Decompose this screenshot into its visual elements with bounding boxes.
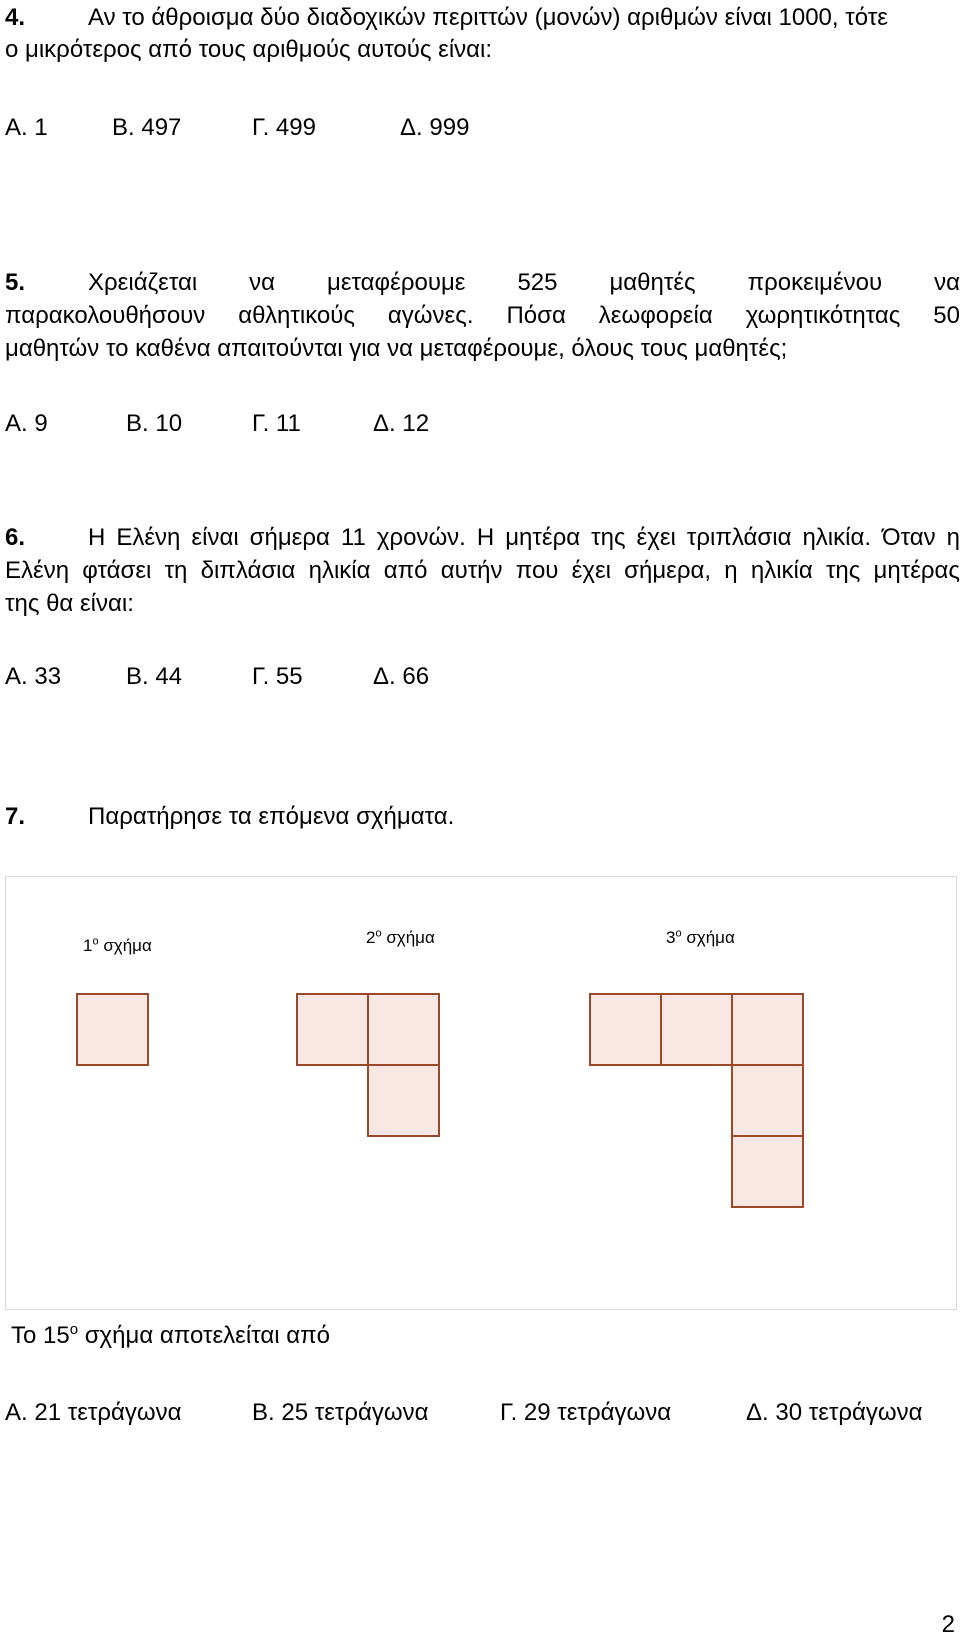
shape2-square xyxy=(296,993,369,1066)
pattern-figure xyxy=(5,876,957,1310)
q7-option-c: Γ. 29 τετράγωνα xyxy=(500,1399,672,1426)
q5-option-a: Α. 9 xyxy=(5,410,48,437)
q6-text-line3: της θα είναι: xyxy=(5,590,134,617)
figure-label-1: $1^o$ σχήμα xyxy=(83,935,152,955)
q5-text-line2: παρακολουθήσουν αθλητικούς αγώνες. Πόσα λεωφορεία χωρητικότητας 50 xyxy=(5,302,960,329)
q7-question: Το $15^o$ σχήμα αποτελείται από xyxy=(11,1321,330,1349)
q4-option-b: Β. 497 xyxy=(112,114,182,141)
shape3-square xyxy=(589,993,662,1066)
q6-option-c: Γ. 55 xyxy=(252,663,303,690)
q4-option-d: Δ. 999 xyxy=(400,114,470,141)
q7-number: 7. xyxy=(5,803,26,830)
q6-option-b: Β. 44 xyxy=(126,663,183,690)
figure-label-3: $3^o$ σχήμα xyxy=(666,927,735,947)
shape3-square xyxy=(731,993,804,1066)
shape2-square xyxy=(367,993,440,1066)
q5-text-line1: Χρειάζεται να μεταφέρουμε 525 μαθητές προκειμένου να xyxy=(88,269,960,296)
q7-option-b: Β. 25 τετράγωνα xyxy=(252,1399,429,1426)
q5-option-c: Γ. 11 xyxy=(252,410,301,437)
q5-option-b: Β. 10 xyxy=(126,410,183,437)
figure-label-2: $2^o$ σχήμα xyxy=(366,927,435,947)
shape3-square xyxy=(731,1135,804,1208)
q5-number: 5. xyxy=(5,269,26,296)
shape2-square xyxy=(367,1064,440,1137)
q6-option-a: Α. 33 xyxy=(5,663,62,690)
shape3-square xyxy=(660,993,733,1066)
q4-option-a: Α. 1 xyxy=(5,114,48,141)
q4-option-c: Γ. 499 xyxy=(252,114,316,141)
q4-text-line1: Αν το άθροισμα δύο διαδοχικών περιττών (μονών) αριθμών είναι 1000, τότε xyxy=(88,4,888,31)
q4-number: 4. xyxy=(5,4,26,31)
shape1-square xyxy=(76,993,149,1066)
q5-option-d: Δ. 12 xyxy=(373,410,430,437)
q6-option-d: Δ. 66 xyxy=(373,663,430,690)
q5-text-line3: μαθητών το καθένα απαιτούνται για να μεταφέρουμε, όλους τους μαθητές; xyxy=(5,335,788,362)
q7-option-a: Α. 21 τετράγωνα xyxy=(5,1399,182,1426)
page-number: 2 xyxy=(941,1611,955,1638)
q7-option-d: Δ. 30 τετράγωνα xyxy=(746,1399,923,1426)
q4-text-line2: ο μικρότερος από τους αριθμούς αυτούς είναι: xyxy=(5,36,493,63)
q6-text-line2: Ελένη φτάσει τη διπλάσια ηλικία από αυτήν που έχει σήμερα, η ηλικία της μητέρας xyxy=(5,557,960,584)
shape3-square xyxy=(731,1064,804,1137)
q6-text-line1: Η Ελένη είναι σήμερα 11 χρονών. Η μητέρα της έχει τριπλάσια ηλικία. Όταν η xyxy=(88,524,960,551)
q7-text-line1: Παρατήρησε τα επόμενα σχήματα. xyxy=(88,803,455,830)
q6-number: 6. xyxy=(5,524,26,551)
